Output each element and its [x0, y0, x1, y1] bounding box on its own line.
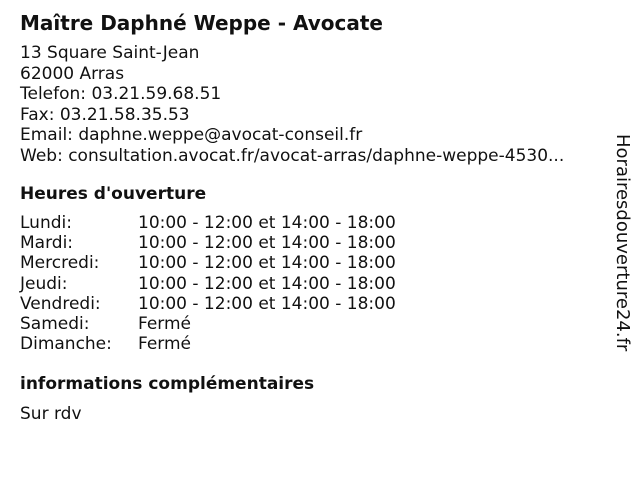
email-address[interactable]: daphne.weppe@avocat-conseil.fr [78, 125, 363, 145]
fax-label: Fax: [20, 104, 55, 125]
email-label: Email: [20, 125, 73, 145]
street-address: 13 Square Saint-Jean [20, 43, 200, 63]
additional-info-heading: informations complémentaires [20, 374, 315, 394]
city-address: 62000 Arras [20, 63, 125, 84]
day-label: Vendredi: [20, 293, 101, 314]
phone-number[interactable]: 03.21.59.68.51 [91, 84, 222, 104]
day-label: Mercredi: [20, 253, 100, 274]
hours-row-mercredi [20, 253, 396, 273]
hours-row-samedi [20, 314, 396, 334]
page-title: Maître Daphné Weppe - Avocate [20, 11, 383, 35]
phone-label: Telefon: [20, 84, 87, 104]
watermark-text: Horairesdouverture24.fr [612, 134, 633, 352]
web-link[interactable]: consultation.avocat.fr/avocat-arras/daphne-weppe-4530... [68, 145, 565, 166]
day-hours: Fermé [138, 334, 192, 355]
day-hours: 10:00 - 12:00 et 14:00 - 18:00 [138, 233, 396, 254]
day-label: Lundi: [20, 213, 72, 233]
opening-hours-heading: Heures d'ouverture [20, 184, 207, 204]
fax-line [20, 105, 564, 126]
fax-number: 03.21.58.35.53 [59, 104, 190, 125]
hours-row-mardi [20, 233, 396, 253]
day-label: Mardi: [20, 233, 74, 254]
hours-row-lundi [20, 213, 396, 233]
contact-block [20, 43, 564, 166]
day-hours: Fermé [138, 314, 192, 335]
hours-row-dimanche [20, 334, 396, 354]
day-hours: 10:00 - 12:00 et 14:00 - 18:00 [138, 293, 396, 314]
web-line [20, 146, 564, 167]
opening-hours-table [20, 213, 396, 354]
additional-info-text: Sur rdv [20, 404, 82, 424]
web-label: Web: [20, 145, 63, 166]
day-label: Jeudi: [20, 273, 68, 294]
day-hours: 10:00 - 12:00 et 14:00 - 18:00 [138, 213, 396, 233]
phone-line [20, 84, 564, 105]
day-hours: 10:00 - 12:00 et 14:00 - 18:00 [138, 273, 396, 294]
email-line [20, 125, 564, 146]
day-label: Dimanche: [20, 334, 112, 355]
day-label: Samedi: [20, 314, 90, 335]
hours-row-jeudi [20, 274, 396, 294]
hours-row-vendredi [20, 294, 396, 314]
day-hours: 10:00 - 12:00 et 14:00 - 18:00 [138, 253, 396, 274]
